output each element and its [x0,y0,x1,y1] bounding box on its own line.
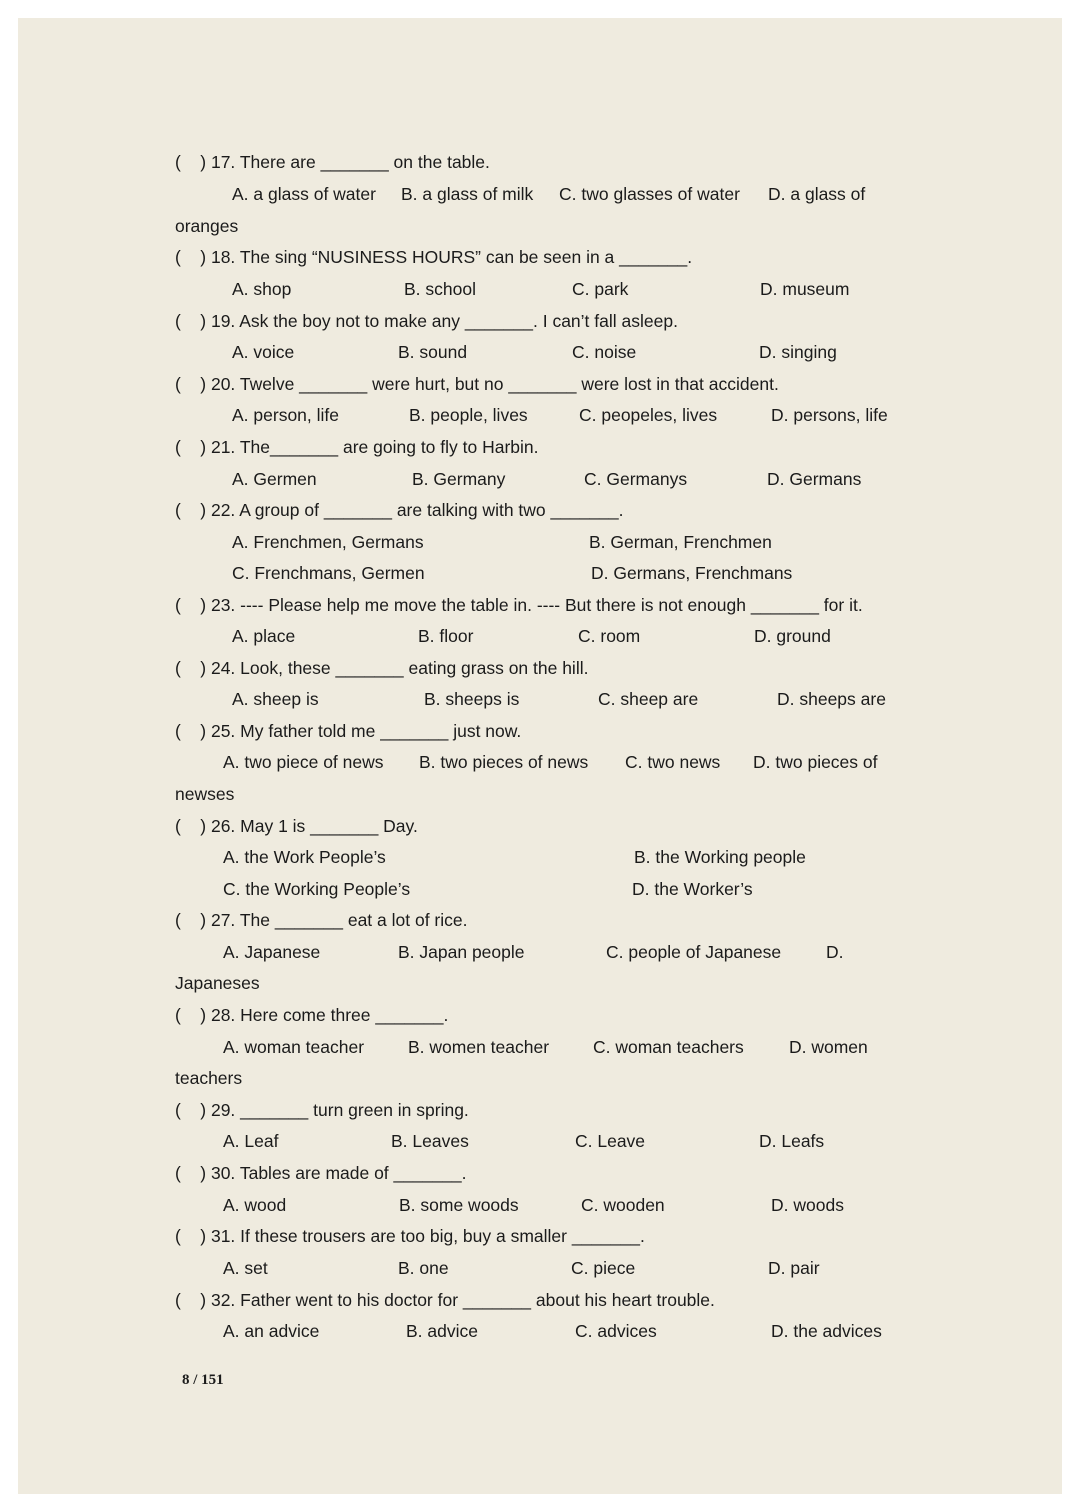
question-25-option-d: D. two pieces of [753,752,878,772]
question-25-option-b: B. two pieces of news [419,752,589,772]
question-25-wrap: newses [175,784,235,804]
question-32-option-a: A. an advice [223,1321,320,1341]
question-31-option-d: D. pair [768,1258,820,1278]
question-28-option-d: D. women [789,1037,868,1057]
question-27-option-d: D. [826,942,844,962]
question-28-option-a: A. woman teacher [223,1037,365,1057]
question-20-option-c: C. peopeles, lives [579,405,718,425]
question-26-stem: ( ) 26. May 1 is _______ Day. [175,816,418,836]
question-17-option-b: B. a glass of milk [401,184,534,204]
question-17-option-c: C. two glasses of water [559,184,740,204]
question-32-option-c: C. advices [575,1321,657,1341]
question-31-option-c: C. piece [571,1258,636,1278]
question-21-option-a: A. Germen [232,469,317,489]
question-28-wrap: teachers [175,1068,243,1088]
question-26-option-d: D. the Worker’s [632,879,753,899]
question-29-stem: ( ) 29. _______ turn green in spring. [175,1100,469,1120]
question-27-option-c: C. people of Japanese [606,942,782,962]
question-21-option-c: C. Germanys [584,469,688,489]
question-20-option-d: D. persons, life [771,405,888,425]
question-19-option-b: B. sound [398,342,468,362]
question-27-stem: ( ) 27. The _______ eat a lot of rice. [175,910,468,930]
question-27-option-a: A. Japanese [223,942,321,962]
question-30-option-b: B. some woods [399,1195,519,1215]
question-24-stem: ( ) 24. Look, these _______ eating grass on the hill. [175,658,589,678]
question-23-option-d: D. ground [754,626,831,646]
question-22-option-c: C. Frenchmans, Germen [232,563,425,583]
exam-page [18,18,1062,1494]
question-18-option-c: C. park [572,279,629,299]
question-20-option-a: A. person, life [232,405,339,425]
question-30-option-c: C. wooden [581,1195,665,1215]
question-26-option-b: B. the Working people [634,847,806,867]
question-17-stem: ( ) 17. There are _______ on the table. [175,152,490,172]
page-number: 8 / 151 [182,1372,224,1388]
question-31-option-a: A. set [223,1258,268,1278]
question-18-option-b: B. school [404,279,476,299]
question-29-option-b: B. Leaves [391,1131,469,1151]
question-24-option-d: D. sheeps are [777,689,886,709]
question-30-option-a: A. wood [223,1195,287,1215]
question-23-option-b: B. floor [418,626,474,646]
question-20-option-b: B. people, lives [409,405,528,425]
question-21-option-b: B. Germany [412,469,506,489]
question-23-option-a: A. place [232,626,296,646]
question-30-option-d: D. woods [771,1195,844,1215]
question-25-stem: ( ) 25. My father told me _______ just now. [175,721,522,741]
question-31-stem: ( ) 31. If these trousers are too big, buy a smaller _______. [175,1226,645,1246]
question-19-stem: ( ) 19. Ask the boy not to make any _______. I can’t fall asleep. [175,311,678,331]
question-22-stem: ( ) 22. A group of _______ are talking with two _______. [175,500,624,520]
question-30-stem: ( ) 30. Tables are made of _______. [175,1163,467,1183]
question-32-option-d: D. the advices [771,1321,882,1341]
question-24-option-c: C. sheep are [598,689,699,709]
question-24-option-a: A. sheep is [232,689,319,709]
question-27-wrap: Japaneses [175,973,260,993]
question-25-option-a: A. two piece of news [223,752,384,772]
question-18-stem: ( ) 18. The sing “NUSINESS HOURS” can be seen in a _______. [175,247,693,267]
question-28-option-c: C. woman teachers [593,1037,744,1057]
question-29-option-d: D. Leafs [759,1131,825,1151]
question-25-option-c: C. two news [625,752,721,772]
question-17-option-a: A. a glass of water [232,184,376,204]
question-24-option-b: B. sheeps is [424,689,520,709]
question-18-option-d: D. museum [760,279,850,299]
question-21-stem: ( ) 21. The_______ are going to fly to Harbin. [175,437,539,457]
question-26-option-c: C. the Working People’s [223,879,411,899]
question-19-option-a: A. voice [232,342,295,362]
question-29-option-c: C. Leave [575,1131,646,1151]
question-17-wrap: oranges [175,216,239,236]
question-29-option-a: A. Leaf [223,1131,279,1151]
question-31-option-b: B. one [398,1258,449,1278]
question-22-option-d: D. Germans, Frenchmans [591,563,793,583]
question-27-option-b: B. Japan people [398,942,525,962]
question-28-option-b: B. women teacher [408,1037,550,1057]
question-23-option-c: C. room [578,626,641,646]
question-22-option-b: B. German, Frenchmen [589,532,772,552]
question-32-stem: ( ) 32. Father went to his doctor for _______ about his heart trouble. [175,1290,715,1310]
question-23-stem: ( ) 23. ---- Please help me move the table in. ---- But there is not enough _______ for it. [175,595,863,615]
question-28-stem: ( ) 28. Here come three _______. [175,1005,449,1025]
question-18-option-a: A. shop [232,279,292,299]
question-21-option-d: D. Germans [767,469,862,489]
question-20-stem: ( ) 20. Twelve _______ were hurt, but no _______ were lost in that accident. [175,374,779,394]
question-19-option-c: C. noise [572,342,637,362]
question-22-option-a: A. Frenchmen, Germans [232,532,424,552]
question-26-option-a: A. the Work People’s [223,847,386,867]
question-17-option-d: D. a glass of [768,184,866,204]
question-19-option-d: D. singing [759,342,837,362]
question-32-option-b: B. advice [406,1321,478,1341]
